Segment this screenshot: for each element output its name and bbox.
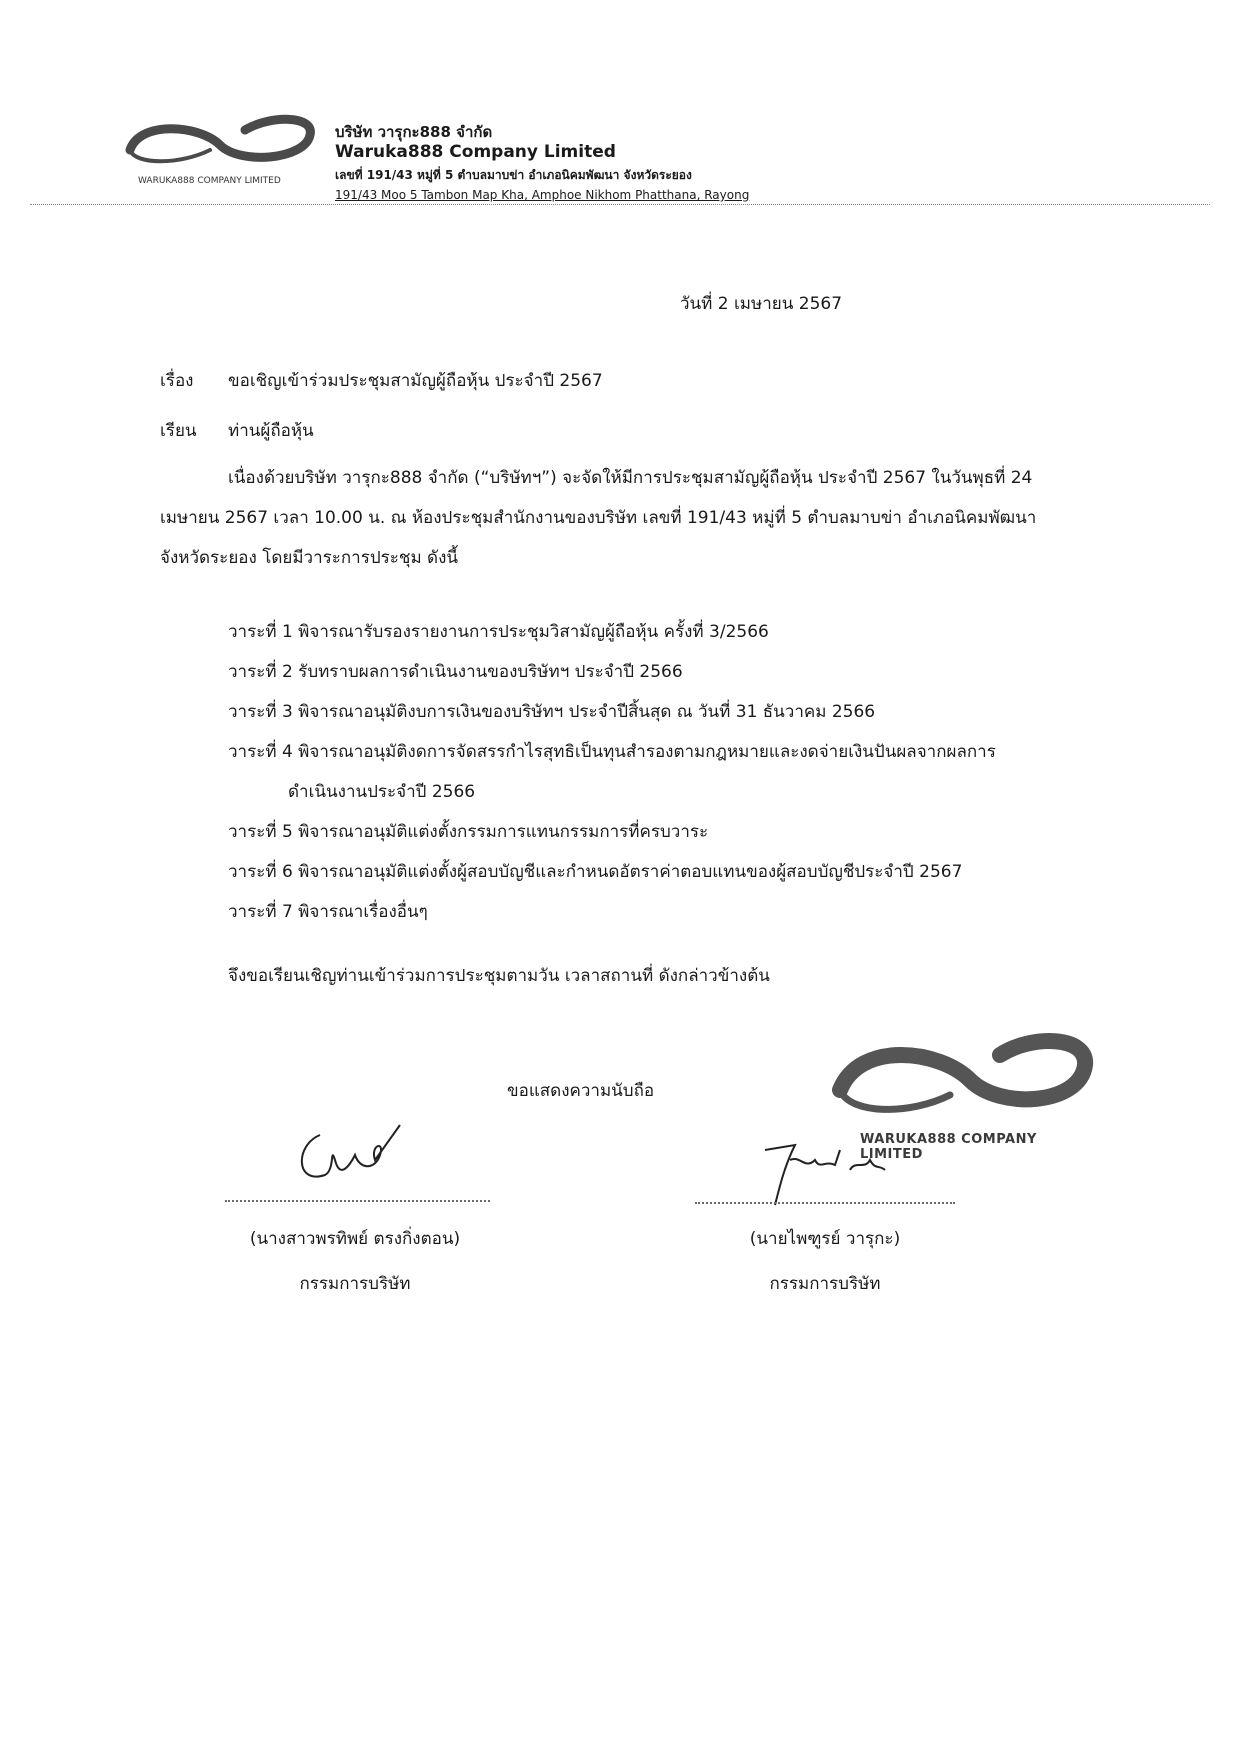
stamp-text: WARUKA888 COMPANY LIMITED (860, 1132, 1037, 1162)
signatory-left-title: กรรมการบริษัท (299, 1274, 411, 1294)
agenda-item-4: วาระที่ 4 พิจารณาอนุมัติงดการจัดสรรกำไรสุทธิเป็นทุนสำรองตามกฎหมายและงดจ่ายเงินปันผลจากผลการ (228, 742, 996, 762)
agenda-item-5: วาระที่ 5 พิจารณาอนุมัติแต่งตั้งกรรมการแทนกรรมการที่ครบวาระ (228, 822, 709, 842)
signatory-right-title: กรรมการบริษัท (769, 1274, 881, 1294)
agenda-item-7: วาระที่ 7 พิจารณาเรื่องอื่นๆ (228, 902, 428, 922)
regards-text: ขอแสดงความนับถือ (507, 1081, 655, 1101)
company-logo (120, 110, 320, 180)
agenda-item-3: วาระที่ 3 พิจารณาอนุมัติงบการเงินของบริษัทฯ ประจำปีสิ้นสุด ณ วันที่ 31 ธันวาคม 2566 (228, 702, 876, 722)
company-name-th: บริษัท วารุกะ888 จำกัด (335, 123, 493, 141)
intro-line-1: เนื่องด้วยบริษัท วารุกะ888 จำกัด (“บริษัทฯ”) จะจัดให้มีการประชุมสามัญผู้ถือหุ้น ประจำปี 2567 ในวันพุธที่ 24 (228, 468, 1033, 488)
subject-label: เรื่อง (160, 371, 194, 391)
logo-caption: WARUKA888 COMPANY LIMITED (138, 176, 281, 186)
agenda-item-2: วาระที่ 2 รับทราบผลการดำเนินงานของบริษัทฯ ประจำปี 2566 (228, 662, 683, 682)
company-address-th: เลขที่ 191/43 หมู่ที่ 5 ตำบลมาบข่า อำเภอนิคมพัฒนา จังหวัดระยอง (335, 168, 692, 182)
letter-date: วันที่ 2 เมษายน 2567 (680, 294, 843, 314)
closing-text: จึงขอเรียนเชิญท่านเข้าร่วมการประชุมตามวัน เวลาสถานที่ ดังกล่าวข้างต้น (228, 966, 770, 986)
company-address-en: 191/43 Moo 5 Tambon Map Kha, Amphoe Nikhom Phatthana, Rayong (335, 188, 750, 202)
agenda-item-4-cont: ดำเนินงานประจำปี 2566 (288, 782, 476, 802)
recipient-text: ท่านผู้ถือหุ้น (228, 421, 314, 441)
intro-line-3: จังหวัดระยอง โดยมีวาระการประชุม ดังนี้ (160, 548, 459, 568)
intro-line-2: เมษายน 2567 เวลา 10.00 น. ณ ห้องประชุมสำนักงานของบริษัท เลขที่ 191/43 หมู่ที่ 5 ตำบลมาบข่า อำเภอนิคมพัฒนา (160, 508, 1037, 528)
agenda-item-1: วาระที่ 1 พิจารณารับรองรายงานการประชุมวิสามัญผู้ถือหุ้น ครั้งที่ 3/2566 (228, 622, 769, 642)
signatory-left-name: (นางสาวพรทิพย์ ตรงกิ่งตอน) (249, 1229, 461, 1249)
signatory-right-name: (นายไพฑูรย์ วารุกะ) (749, 1229, 901, 1249)
agenda-item-6: วาระที่ 6 พิจารณาอนุมัติแต่งตั้งผู้สอบบัญชีและกำหนดอัตราค่าตอบแทนของผู้สอบบัญชีประจำปี 2567 (228, 862, 963, 882)
signature-right (755, 1135, 905, 1210)
intro-paragraph (160, 458, 1110, 578)
stamp-logo (820, 1020, 1100, 1140)
signature-left (290, 1115, 420, 1195)
letterhead (0, 100, 1240, 210)
signature-line-left (225, 1200, 490, 1202)
signature-line-right (695, 1202, 955, 1204)
company-name-en: Waruka888 Company Limited (335, 142, 616, 162)
subject-text: ขอเชิญเข้าร่วมประชุมสามัญผู้ถือหุ้น ประจำปี 2567 (228, 371, 603, 391)
recipient-label: เรียน (160, 421, 197, 441)
letterhead-divider (30, 204, 1210, 205)
